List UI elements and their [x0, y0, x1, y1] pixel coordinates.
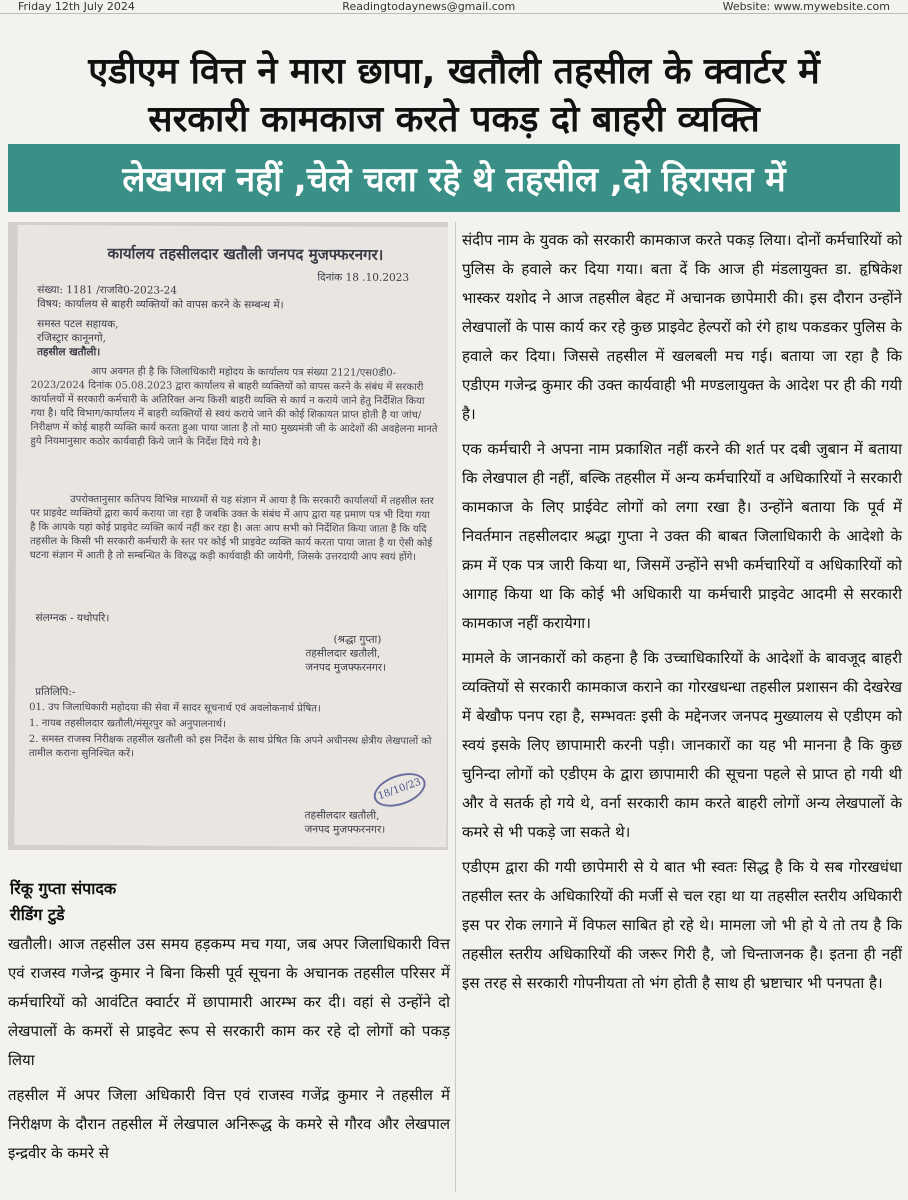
right-column: [462, 226, 902, 1004]
headline-line-2: सरकारी कामकाज करते पकड़ दो बाहरी व्यक्ति: [148, 99, 760, 140]
column-divider: [455, 222, 456, 1192]
left-paragraph-2: तहसील में अपर जिला अधिकारी वित्त एवं राजस्व गजेंद्र कुमार ने तहसील में निरीक्षण के दौरान तहसील में लेखपाल अनिरूद्ध के कमरे से गौरव और लेखपाल इन्द्रवीर के कमरे से: [8, 1086, 450, 1162]
byline-author: रिंकू गुप्ता संपादक: [10, 879, 117, 898]
official-letter: [14, 225, 448, 847]
letter-subject: विषय: कार्यालय से बाहरी व्यक्तियों को वापस करने के सम्बन्ध में।: [37, 297, 284, 312]
document-photo: [8, 222, 448, 850]
headline-line-1: एडीएम वित्त ने मारा छापा, खतौली तहसील के क्वार्टर में: [88, 51, 820, 92]
letter-to-3: तहसील खतौली।: [36, 345, 101, 359]
subheadline-banner: [8, 144, 900, 212]
signature-stamp: 18/10/23: [369, 767, 430, 813]
byline-paper: रीडिंग टुडे: [10, 905, 65, 924]
letter-copy-1: 01. उप जिलाधिकारी महोदया की सेवा में सादर सूचनार्थ एवं अवलोकनार्थ प्रेषित।: [29, 701, 321, 715]
letter-enclosure: संलग्नक - यथोपरि।: [35, 611, 110, 625]
right-paragraph-4: एडीएम द्वारा की गयी छापेमारी से ये बात भी स्वतः सिद्ध है कि ये सब गोरखधंधा तहसील स्तर के अधिकारियों की मर्जी से चल रहा था या तहसील स्तरीय अधिकारी इस पर रोक लगाने में विफल साबित हो रहे थे। मामला जो भी हो ये तो तय है कि तहसील स्तरीय अधिकारियों की जरूर गिरी है, जो चिन्ताजनक है। इतना ही नहीं इस तरह से सरकारी गोपनीयता तो भंग होती है साथ ही भ्रष्टाचार भी पनपता है।: [462, 858, 902, 992]
letter-office-title: कार्यालय तहसीलदार खतौली जनपद मुजफ्फरनगर।: [107, 244, 384, 264]
letter-copy-3: 2. समस्त राजस्व निरीक्षक तहसील खतौली को इस निर्देश के साथ प्रेषित कि अपने अधीनस्थ क्षेत्रीय लेखपालों को तामील कराना सुनिश्चित करें।: [28, 733, 432, 760]
letter-signatory-name: (श्रद्धा गुप्ता): [333, 633, 382, 646]
byline: [10, 876, 450, 928]
issue-date: Friday 12th July 2024: [18, 0, 135, 13]
right-paragraph-1: संदीप नाम के युवक को सरकारी कामकाज करते पकड़ लिया। दोनों कर्मचारियों को पुलिस के हवाले कर दिया गया। बता दें कि आज ही मंडलायुक्त डा. हृषिकेश भास्कर यशोद ने आज तहसील बेहट में अचानक छापेमारी की। इस दौरान उन्होंने लेखपालों के पास कार्य कर रहे कुछ प्राइवेट हेल्परों को रंगे हाथ पकडकर पुलिस के हवाले कर दिया। जिससे तहसील में खलबली मच गई। बताया जा रहा है कि एडीएम गजेन्द्र कुमार की उक्त कार्यवाही भी मण्डलायुक्त के आदेश पर ही की गयी है।: [462, 231, 902, 423]
letter-to-1: समस्त पटल सहायक,: [37, 317, 119, 331]
website-link: Website: www.mywebsite.com: [722, 0, 890, 13]
letter-to-2: रजिस्ट्रार कानूनगो,: [37, 331, 107, 345]
letter-date: दिनांक 18 .10.2023: [317, 271, 410, 284]
letter-signatory-title: तहसीलदार खतौली,: [305, 647, 381, 660]
page-header-strip: [0, 0, 908, 14]
right-paragraph-2: एक कर्मचारी ने अपना नाम प्रकाशित नहीं करने की शर्त पर दबी जुबान में बताया कि लेखपाल ही नहीं, बल्कि तहसील में अन्य कर्मचारियों व अधिकारियों ने सरकारी कामकाज के लिए प्राईवेट लोगों को लगा रखा है। उन्होंने बताया कि पूर्व में निवर्तमान तहसीलदार श्रद्धा गुप्ता ने उक्त की बाबत जिलाधिकारी के आदेशो के क्रम में एक पत्र जारी किया था, जिसमें उन्होंने सभी कर्मचारियों व अधिकारियों को आगाह किया था कि कोई भी अधिकारी या कर्मचारी प्राइवेट आदमी से सरकारी कामकाज नहीं करायेगा।: [462, 440, 902, 632]
letter-footer-district: जनपद मुजफ्फरनगर।: [304, 823, 386, 836]
contact-email: Readingtodaynews@gmail.com: [342, 0, 516, 13]
main-headline: [0, 48, 908, 144]
letter-paragraph-2: उपरोक्तानुसार कतिपय विभिन्न माध्यमों से यह संज्ञान में आया है कि सरकारी कार्यालयों में तहसील स्तर पर प्राइवेट व्यक्तियों द्वारा कार्य कराया जा रहा है जबकि उक्त के संबंध में आप द्वारा यह प्रमाण पत्र भी दिया गया है कि आपके यहां कोई प्राइवेट व्यक्ति कार्य नहीं कर रहा है। अतः आप सभी को निर्देशित किया जाता है कि यदि तहसील के किसी भी सरकारी कर्मचारी के स्तर पर कोई भी प्राइवेट व्यक्ति कार्य करता पाया जाता है या ऐसी कोई घटना संज्ञान में आती है तो सम्बन्धित के विरुद्ध कड़ी कार्यवाही की जायेगी, जिसके उत्तरदायी आप स्वयं होंगे।: [29, 494, 434, 563]
letter-copy-2: 1. नायब तहसीलदार खतौली/मंसूरपुर को अनुपालनार्थ।: [28, 717, 226, 730]
letter-signatory-district: जनपद मुजफ्फरनगर।: [305, 661, 387, 674]
letter-footer-title: तहसीलदार खतौली,: [304, 809, 380, 822]
left-column: [8, 930, 450, 1174]
letter-paragraph-1: आप अवगत ही है कि जिलाधिकारी महोदय के कार्यालय पत्र संख्या 2121/एस0डी0-2023/2024 दिनांक 05.08.2023 द्वारा कार्यालय से बाहरी व्यक्तियों को वापस करने के संबंध में सरकारी कार्यालयों में सरकारी कर्मचारी के अतिरिक्त अन्य किसी बाहरी व्यक्ति से कार्य न कराये जाने हेतु निर्देशित किया गया है। यदि विभाग/कार्यालय में बाहरी व्यक्तियों से स्वयं कराये जाने की कोई शिकायत प्राप्त होती है या जांच/निरीक्षण में कोई बाहरी व्यक्ति कार्य करता हुआ पाया जाता है तो मा0 मुख्यमंत्री जी के आदेशों की अवहेलना मानते हुये नियमानुसार कठोर कार्यवाही किये जाने के निर्देश दिये गये है।: [30, 366, 438, 449]
letter-ref: संख्या: 1181 /राजवि0-2023-24: [37, 283, 178, 297]
letter-copy-heading: प्रतिलिपि:-: [35, 685, 76, 699]
left-paragraph-1: खतौली। आज तहसील उस समय हड़कम्प मच गया, जब अपर जिलाधिकारी वित्त एवं राजस्व गजेन्द्र कुमार ने बिना किसी पूर्व सूचना के अचानक तहसील परिसर में कर्मचारियों को आवंटित क्वार्टर में छापामारी आरम्भ कर दी। वहां से उन्होंने दो लेखपालों के कमरों से प्राइवेट रूप से सरकारी काम कर रहे दो लोगों को पकड़ लिया: [8, 935, 450, 1069]
banner-text: लेखपाल नहीं ,चेले चला रहे थे तहसील ,दो हिरासत में: [122, 160, 786, 200]
right-paragraph-3: मामले के जानकारों को कहना है कि उच्चाधिकारियों के आदेशों के बावजूद बाहरी व्यक्तियों से सरकारी कामकाज कराने का गोरखधन्धा तहसील प्रशासन की देखरेख में बेखौफ पनप रहा है, सम्भवतः इसी के मद्देनजर जनपद मुख्यालय से एडीएम को स्वयं इसके लिए छापामारी करनी पड़ी। जानकारों का यह भी मानना है कि कुछ चुनिन्दा लोगों को एडीएम के द्वारा छापामारी की सूचना पहले से प्राप्त हो गयी थी और वे सतर्क हो गये थे, वर्ना सरकारी काम करते बाहरी लोगों अन्य लेखपालों के कमरे से भी पकड़े जा सकते थे।: [462, 649, 902, 841]
